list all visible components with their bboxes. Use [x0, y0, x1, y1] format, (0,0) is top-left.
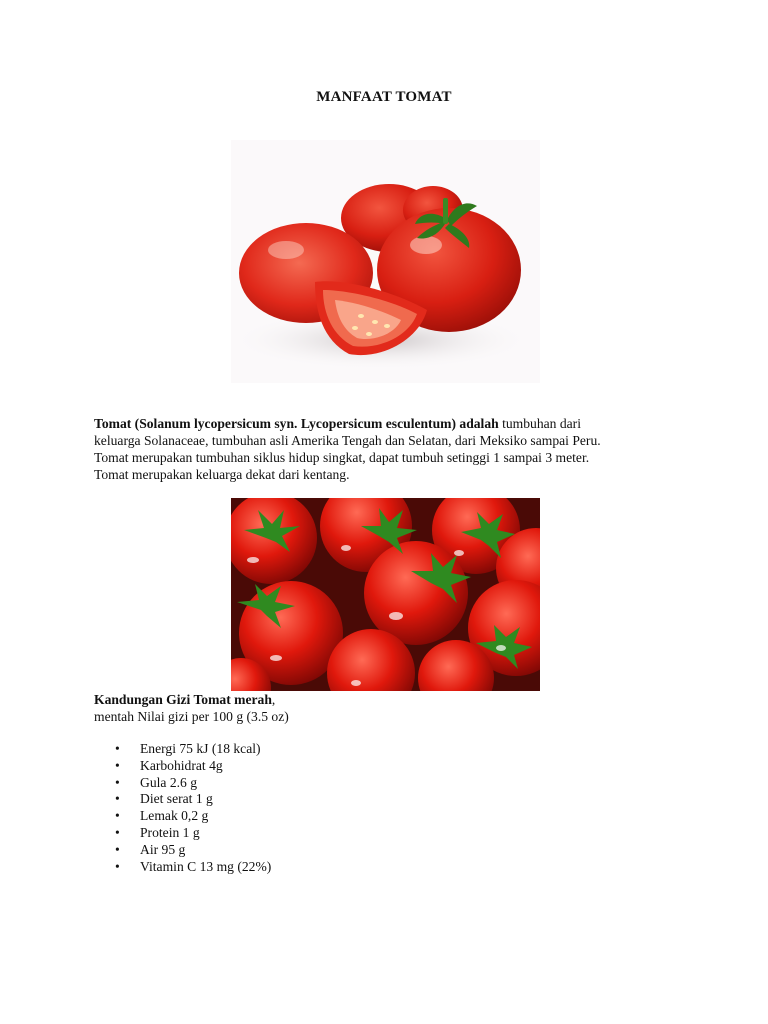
list-item [94, 842, 271, 859]
bullet-icon: • [115, 824, 120, 840]
bullet-icon: • [115, 741, 120, 756]
nutrient-carbohydrate: Karbohidrat 4g [140, 757, 223, 773]
nutrient-fiber: Diet serat 1 g [140, 791, 213, 807]
list-item [94, 775, 271, 792]
bullet-icon: • [115, 808, 120, 824]
page-title: MANFAAT TOMAT [316, 89, 452, 105]
nutrient-protein: Protein 1 g [140, 824, 200, 840]
intro-line1-rest: tumbuhan dari [498, 416, 581, 431]
bullet-icon: • [115, 858, 120, 874]
bullet-icon: • [115, 841, 120, 857]
tomato-pile-illustration [231, 498, 540, 691]
nutrient-vitamin-c: Vitamin C 13 mg (22%) [140, 858, 272, 874]
bullet-icon: • [115, 791, 120, 807]
bullet-icon: • [115, 757, 120, 773]
nutrient-sugar: Gula 2.6 g [140, 774, 198, 790]
list-item [94, 741, 271, 758]
nutrition-subheading: mentah Nilai gizi per 100 g (3.5 oz) [94, 709, 289, 724]
tomato-cluster-image [231, 140, 540, 383]
nutrition-list [94, 741, 271, 875]
nutrition-heading-bold: Kandungan Gizi Tomat merah [94, 692, 272, 707]
nutrient-energy: Energi 75 kJ (18 kcal) [140, 741, 261, 756]
intro-line4: Tomat merupakan keluarga dekat dari kentang. [94, 467, 350, 482]
list-item [94, 859, 271, 876]
list-item [94, 791, 271, 808]
nutrition-heading [94, 691, 289, 725]
tomato-cluster-illustration [231, 140, 540, 383]
nutrient-water: Air 95 g [140, 841, 186, 857]
bullet-icon: • [115, 774, 120, 790]
nutrient-fat: Lemak 0,2 g [140, 808, 209, 824]
list-item [94, 825, 271, 842]
intro-bold-lead: Tomat (Solanum lycopersicum syn. Lycopersicum esculentum) adalah [94, 416, 499, 431]
intro-line3: Tomat merupakan tumbuhan siklus hidup singkat, dapat tumbuh setinggi 1 sampai 3 meter. [94, 450, 590, 465]
intro-paragraph [94, 415, 694, 483]
list-item [94, 758, 271, 775]
nutrition-heading-comma: , [271, 692, 276, 707]
intro-line2: keluarga Solanaceae, tumbuhan asli Amerika Tengah dan Selatan, dari Meksiko sampai Peru. [94, 433, 601, 448]
list-item [94, 808, 271, 825]
tomato-pile-image [231, 498, 540, 691]
